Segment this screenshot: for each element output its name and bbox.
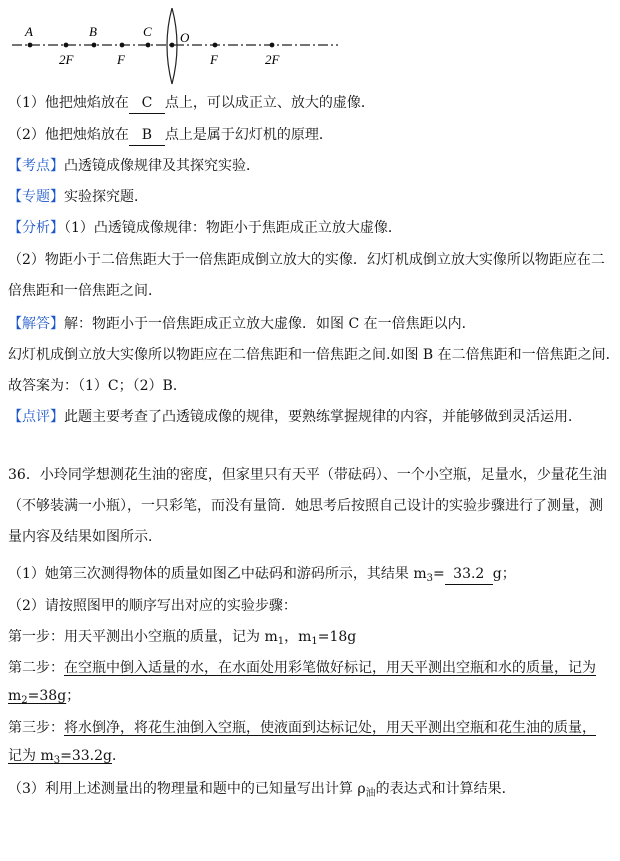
q36-part1: （1）她第三次测得物体的质量如图乙中砝码和游码所示，其结果 $m_3= 33.2$ g； [8,566,516,584]
point-f-right [213,43,218,48]
label-a: A [25,24,33,39]
lens-diagram [10,8,340,88]
jieda: 【解答】解：物距小于一倍焦距成正立放大虚像．如图 C 在一倍焦距以内． [8,316,476,332]
q35-part1: （1）他把烛焰放在 C 点上，可以成正立、放大的虚像． [8,93,375,114]
kaodian-tag: 【考点】 [8,158,64,174]
point-c [146,43,151,48]
point-2f-left [64,43,69,48]
point-b [92,43,97,48]
q35-answer-1: C [129,93,165,114]
label-c: C [143,24,152,39]
q36-step3-cont: 记为 $m_3=33.2g$． [8,748,126,766]
dianping: 【点评】此题主要考查了凸透镜成像的规律，要熟练掌握规律的内容，并能够做到灵活运用． [8,409,582,425]
label-2f-left: 2F [59,52,74,67]
q35-answer-2: B [129,125,165,146]
q36-step2: 第二步：在空瓶中倒入适量的水，在水面处用彩笔做好标记，用天平测出空瓶和水的质量，记为 [8,660,596,676]
q36-stem: 36．小玲同学想测花生油的密度，但家里只有天平（带砝码）、一个小空瓶，足量水，少量花生油（不够装满一小瓶），一只彩笔，而没有量筒．她思考后按照自己设计的实验步骤进行了测量，测量内容及结果如图所示． [8,467,607,545]
point-o [170,43,175,48]
q36-step2-answer: 在空瓶中倒入适量的水，在水面处用彩笔做好标记，用天平测出空瓶和水的质量，记为 [64,660,596,676]
label-2f-right: 2F [265,52,280,67]
fenxi: 【分析】（1）凸透镜成像规律：物距小于焦距成正立放大虚像． [8,220,402,236]
point-f-left [120,43,125,48]
jieda-tag: 【解答】 [8,316,64,332]
q36-step3: 第三步：将水倒净，将花生油倒入空瓶，使液面到达标记处，用天平测出空瓶和花生油的质量， [8,720,596,736]
label-f-left: F [117,52,125,67]
dianping-tag: 【点评】 [8,409,64,425]
point-2f-right [270,43,275,48]
q36-step3-answer: 将水倒净，将花生油倒入空瓶，使液面到达标记处，用天平测出空瓶和花生油的质量， [64,720,596,736]
q36-answer-mass: 33.2 [445,564,493,585]
zhuanti-tag: 【专题】 [8,189,64,205]
q36-part3: （3）利用上述测量出的物理量和题中的已知量写出计算 $\rho_油$的表达式和计算结果． [8,781,516,799]
q36-step1: 第一步：用天平测出小空瓶的质量，记为 $m_1$，$m_1=18g$ [8,629,357,647]
fenxi-tag: 【分析】 [8,220,64,236]
jieda-3: 故答案为：（1）C；（2）B． [8,378,187,394]
jieda-2: 幻灯机成倒立放大实像所以物距应在二倍焦距和一倍焦距之间.如图 B 在二倍焦距和一倍焦距之间． [8,347,620,363]
zhuanti: 【专题】实验探究题． [8,189,148,205]
q36-step2-cont: $m_2=38g$； [8,688,81,706]
label-f-right: F [210,52,218,67]
label-o: O [180,30,190,45]
kaodian: 【考点】凸透镜成像规律及其探究实验． [8,158,260,174]
point-a [28,43,33,48]
fenxi-2: （2）物距小于二倍焦距大于一倍焦距成倒立放大的实像．幻灯机成倒立放大实像所以物距应在二倍焦距和一倍焦距之间． [8,252,605,299]
label-b: B [89,24,97,39]
q35-part2: （2）他把烛焰放在 B 点上是属于幻灯机的原理． [8,125,333,146]
q36-part2: （2）请按照图甲的顺序写出对应的实验步骤： [8,598,297,614]
